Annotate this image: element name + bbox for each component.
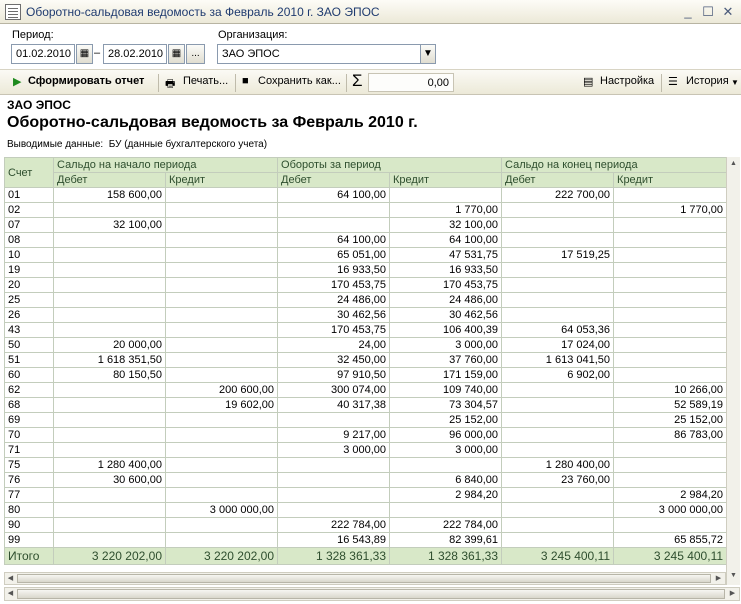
closing-credit-cell[interactable]	[614, 308, 727, 323]
turnover-credit-cell[interactable]	[390, 188, 502, 203]
table-row[interactable]	[5, 353, 727, 368]
report-icon	[5, 4, 21, 20]
table-row[interactable]	[5, 398, 727, 413]
closing-credit-cell[interactable]	[614, 368, 727, 383]
closing-debit-cell[interactable]: 1 280 400,00	[502, 458, 614, 473]
turnover-credit-cell[interactable]: 16 933,50	[390, 263, 502, 278]
table-row[interactable]	[5, 263, 727, 278]
total-closing-credit-cell: 3 245 400,11	[614, 548, 727, 565]
closing-credit-cell[interactable]: 10 266,00	[614, 383, 727, 398]
closing-debit-cell[interactable]: 17 519,25	[502, 248, 614, 263]
turnover-credit-cell[interactable]: 32 100,00	[390, 218, 502, 233]
table-row[interactable]	[5, 308, 727, 323]
table-row[interactable]	[5, 488, 727, 503]
title-bar	[0, 0, 741, 24]
closing-credit-cell[interactable]	[614, 353, 727, 368]
opening-credit-cell[interactable]	[166, 323, 278, 338]
settings-icon: ▤	[583, 76, 594, 88]
closing-credit-cell[interactable]	[614, 338, 727, 353]
table-row[interactable]	[5, 533, 727, 548]
turnover-credit-header: Кредит	[390, 173, 502, 188]
scroll-left-icon[interactable]: ◀	[7, 575, 14, 582]
opening-credit-cell[interactable]	[166, 353, 278, 368]
closing-debit-cell[interactable]: 23 760,00	[502, 473, 614, 488]
history-button[interactable]: История	[686, 75, 729, 87]
toolbar	[0, 69, 741, 95]
opening-credit-cell[interactable]	[166, 218, 278, 233]
closing-debit-cell[interactable]	[502, 293, 614, 308]
closing-debit-cell[interactable]	[502, 398, 614, 413]
play-icon: ▶	[13, 76, 22, 88]
report-header	[0, 95, 741, 157]
scroll-thumb[interactable]	[17, 574, 711, 583]
table-row[interactable]	[5, 518, 727, 533]
table-row[interactable]	[5, 443, 727, 458]
opening-debit-cell[interactable]	[54, 323, 166, 338]
closing-credit-cell[interactable]	[614, 473, 727, 488]
account-cell[interactable]: 50	[5, 338, 54, 353]
turnover-debit-cell[interactable]: 300 074,00	[278, 383, 390, 398]
turnover-debit-cell[interactable]: 40 317,38	[278, 398, 390, 413]
opening-debit-cell[interactable]	[54, 263, 166, 278]
opening-credit-cell[interactable]	[166, 308, 278, 323]
table-horizontal-scrollbar[interactable]	[4, 572, 726, 585]
account-cell[interactable]: 62	[5, 383, 54, 398]
date-to-input[interactable]: 28.02.2010	[103, 44, 167, 64]
opening-debit-cell[interactable]	[54, 383, 166, 398]
account-cell[interactable]: 10	[5, 248, 54, 263]
opening-debit-cell[interactable]	[54, 428, 166, 443]
account-cell[interactable]: 77	[5, 488, 54, 503]
turnover-credit-cell[interactable]: 170 453,75	[390, 278, 502, 293]
closing-debit-cell[interactable]: 1 613 041,50	[502, 353, 614, 368]
closing-credit-cell[interactable]	[614, 233, 727, 248]
table-row[interactable]	[5, 368, 727, 383]
turnover-credit-cell[interactable]: 96 000,00	[390, 428, 502, 443]
closing-debit-cell[interactable]	[502, 413, 614, 428]
closing-credit-cell[interactable]	[614, 443, 727, 458]
closing-credit-cell[interactable]	[614, 188, 727, 203]
turnover-debit-cell[interactable]	[278, 458, 390, 473]
turnover-credit-cell[interactable]: 6 840,00	[390, 473, 502, 488]
account-cell[interactable]: 70	[5, 428, 54, 443]
report-org-name: ЗАО ЭПОС	[7, 98, 71, 112]
group-turnover-header: Обороты за период	[278, 158, 502, 173]
table-row[interactable]	[5, 233, 727, 248]
closing-debit-cell[interactable]	[502, 308, 614, 323]
scroll-down-icon[interactable]: ▼	[730, 572, 737, 579]
total-turnover-credit-cell: 1 328 361,33	[390, 548, 502, 565]
turnover-debit-header: Дебет	[278, 173, 390, 188]
total-row[interactable]	[5, 548, 727, 565]
turnover-credit-cell[interactable]: 1 770,00	[390, 203, 502, 218]
total-opening-debit-cell: 3 220 202,00	[54, 548, 166, 565]
turnover-credit-cell[interactable]: 25 152,00	[390, 413, 502, 428]
opening-debit-cell[interactable]: 20 000,00	[54, 338, 166, 353]
turnover-credit-cell[interactable]: 24 486,00	[390, 293, 502, 308]
output-settings	[7, 139, 267, 150]
toolbar-separator	[346, 74, 347, 92]
group-opening-header: Сальдо на начало периода	[54, 158, 278, 173]
close-icon[interactable]: ✕	[722, 4, 734, 19]
total-label: Итого	[5, 548, 54, 565]
table-row[interactable]	[5, 218, 727, 233]
closing-credit-cell[interactable]	[614, 263, 727, 278]
scroll-thumb[interactable]	[17, 589, 725, 599]
turnover-credit-cell[interactable]	[390, 458, 502, 473]
output-label: Выводимые данные:	[7, 139, 104, 150]
closing-credit-cell[interactable]	[614, 248, 727, 263]
account-cell[interactable]: 80	[5, 503, 54, 518]
account-cell[interactable]: 08	[5, 233, 54, 248]
opening-credit-header: Кредит	[166, 173, 278, 188]
opening-debit-cell[interactable]	[54, 308, 166, 323]
period-label: Период:	[12, 29, 54, 41]
total-turnover-debit-cell: 1 328 361,33	[278, 548, 390, 565]
toolbar-separator	[661, 74, 662, 92]
account-cell[interactable]: 43	[5, 323, 54, 338]
opening-credit-cell[interactable]	[166, 278, 278, 293]
opening-credit-cell[interactable]	[166, 263, 278, 278]
opening-debit-cell[interactable]	[54, 398, 166, 413]
opening-credit-cell[interactable]	[166, 488, 278, 503]
opening-credit-cell[interactable]	[166, 338, 278, 353]
turnover-debit-cell[interactable]	[278, 488, 390, 503]
closing-credit-cell[interactable]: 25 152,00	[614, 413, 727, 428]
org-select[interactable]: ЗАО ЭПОС	[217, 44, 421, 64]
turnover-debit-cell[interactable]: 170 453,75	[278, 323, 390, 338]
turnover-debit-cell[interactable]	[278, 218, 390, 233]
table-row[interactable]	[5, 203, 727, 218]
closing-credit-cell[interactable]	[614, 518, 727, 533]
printer-icon: 🖶	[165, 78, 176, 90]
history-dropdown-icon[interactable]: ▼	[731, 78, 739, 87]
account-cell[interactable]: 68	[5, 398, 54, 413]
table-row[interactable]	[5, 323, 727, 338]
turnover-debit-cell[interactable]	[278, 503, 390, 518]
closing-debit-cell[interactable]	[502, 383, 614, 398]
closing-credit-cell[interactable]: 65 855,72	[614, 533, 727, 548]
table-row[interactable]	[5, 428, 727, 443]
turnover-debit-cell[interactable]	[278, 413, 390, 428]
turnover-debit-cell[interactable]: 64 100,00	[278, 188, 390, 203]
minimize-icon[interactable]: _	[684, 4, 692, 19]
turnover-debit-cell[interactable]: 16 933,50	[278, 263, 390, 278]
scroll-right-icon[interactable]: ▶	[715, 575, 722, 582]
closing-credit-cell[interactable]: 1 770,00	[614, 203, 727, 218]
turnover-credit-cell[interactable]: 222 784,00	[390, 518, 502, 533]
closing-credit-cell[interactable]	[614, 323, 727, 338]
opening-debit-cell[interactable]: 30 600,00	[54, 473, 166, 488]
opening-credit-cell[interactable]	[166, 533, 278, 548]
closing-debit-cell[interactable]	[502, 428, 614, 443]
closing-debit-cell[interactable]	[502, 488, 614, 503]
calendar-to-icon[interactable]: ▦	[168, 44, 185, 64]
closing-debit-cell[interactable]	[502, 518, 614, 533]
opening-debit-cell[interactable]	[54, 203, 166, 218]
account-cell[interactable]: 69	[5, 413, 54, 428]
save-as-button[interactable]: Сохранить как...	[258, 75, 341, 87]
opening-debit-header: Дебет	[54, 173, 166, 188]
account-cell[interactable]: 51	[5, 353, 54, 368]
turnover-debit-cell[interactable]: 30 462,56	[278, 308, 390, 323]
account-cell[interactable]: 76	[5, 473, 54, 488]
scroll-left-icon[interactable]: ◀	[7, 590, 14, 597]
scroll-right-icon[interactable]: ▶	[729, 590, 736, 597]
opening-debit-cell[interactable]: 158 600,00	[54, 188, 166, 203]
account-cell[interactable]: 02	[5, 203, 54, 218]
turnover-credit-cell[interactable]: 171 159,00	[390, 368, 502, 383]
closing-credit-cell[interactable]	[614, 278, 727, 293]
closing-debit-cell[interactable]	[502, 263, 614, 278]
account-cell[interactable]: 75	[5, 458, 54, 473]
turnover-credit-cell[interactable]: 109 740,00	[390, 383, 502, 398]
turnover-credit-cell[interactable]: 47 531,75	[390, 248, 502, 263]
turnover-debit-cell[interactable]	[278, 203, 390, 218]
opening-debit-cell[interactable]	[54, 443, 166, 458]
closing-debit-cell[interactable]	[502, 533, 614, 548]
table-row[interactable]	[5, 338, 727, 353]
range-dash: –	[94, 47, 101, 59]
selection-sum-field: 0,00	[368, 73, 454, 92]
table-row[interactable]	[5, 188, 727, 203]
col-account-header[interactable]: Счет	[5, 158, 54, 188]
history-icon: ☰	[668, 76, 678, 88]
opening-debit-cell[interactable]	[54, 248, 166, 263]
output-value: БУ (данные бухгалтерского учета)	[108, 139, 268, 150]
table-row[interactable]	[5, 503, 727, 518]
closing-debit-cell[interactable]: 17 024,00	[502, 338, 614, 353]
account-cell[interactable]: 20	[5, 278, 54, 293]
opening-credit-cell[interactable]	[166, 293, 278, 308]
account-cell[interactable]: 90	[5, 518, 54, 533]
opening-credit-cell[interactable]	[166, 458, 278, 473]
opening-credit-cell[interactable]	[166, 443, 278, 458]
opening-debit-cell[interactable]: 1 618 351,50	[54, 353, 166, 368]
closing-debit-header: Дебет	[502, 173, 614, 188]
opening-credit-cell[interactable]	[166, 248, 278, 263]
closing-credit-cell[interactable]: 52 589,19	[614, 398, 727, 413]
turnover-credit-cell[interactable]: 3 000,00	[390, 443, 502, 458]
account-cell[interactable]: 99	[5, 533, 54, 548]
maximize-icon[interactable]: ☐	[702, 4, 714, 19]
turnover-credit-cell[interactable]: 37 760,00	[390, 353, 502, 368]
opening-debit-cell[interactable]	[54, 488, 166, 503]
turnover-credit-cell[interactable]: 73 304,57	[390, 398, 502, 413]
table-row[interactable]	[5, 293, 727, 308]
account-cell[interactable]: 01	[5, 188, 54, 203]
group-closing-header: Сальдо на конец периода	[502, 158, 727, 173]
closing-debit-cell[interactable]: 222 700,00	[502, 188, 614, 203]
closing-credit-cell[interactable]: 86 783,00	[614, 428, 727, 443]
turnover-debit-cell[interactable]: 32 450,00	[278, 353, 390, 368]
opening-credit-cell[interactable]	[166, 368, 278, 383]
turnover-debit-cell[interactable]: 9 217,00	[278, 428, 390, 443]
opening-debit-cell[interactable]	[54, 233, 166, 248]
turnover-credit-cell[interactable]: 82 399,61	[390, 533, 502, 548]
turnover-credit-cell[interactable]	[390, 503, 502, 518]
table-row[interactable]	[5, 473, 727, 488]
opening-debit-cell[interactable]	[54, 278, 166, 293]
account-cell[interactable]: 19	[5, 263, 54, 278]
opening-debit-cell[interactable]	[54, 533, 166, 548]
turnover-credit-cell[interactable]: 106 400,39	[390, 323, 502, 338]
period-select-button[interactable]: ...	[186, 44, 205, 64]
closing-debit-cell[interactable]	[502, 443, 614, 458]
chevron-down-icon[interactable]: ▼	[420, 44, 436, 64]
opening-credit-cell[interactable]: 19 602,00	[166, 398, 278, 413]
opening-credit-cell[interactable]	[166, 233, 278, 248]
closing-debit-cell[interactable]	[502, 203, 614, 218]
closing-credit-cell[interactable]: 2 984,20	[614, 488, 727, 503]
opening-debit-cell[interactable]	[54, 293, 166, 308]
closing-credit-cell[interactable]	[614, 218, 727, 233]
scroll-up-icon[interactable]: ▲	[730, 160, 737, 167]
turnover-debit-cell[interactable]: 24 486,00	[278, 293, 390, 308]
closing-debit-cell[interactable]: 64 053,36	[502, 323, 614, 338]
turnover-debit-cell[interactable]: 24,00	[278, 338, 390, 353]
toolbar-separator	[158, 74, 159, 92]
turnover-credit-cell[interactable]: 30 462,56	[390, 308, 502, 323]
account-cell[interactable]: 71	[5, 443, 54, 458]
opening-debit-cell[interactable]: 32 100,00	[54, 218, 166, 233]
table-row[interactable]	[5, 458, 727, 473]
opening-credit-cell[interactable]: 3 000 000,00	[166, 503, 278, 518]
date-from-input[interactable]: 01.02.2010	[11, 44, 75, 64]
account-cell[interactable]: 60	[5, 368, 54, 383]
opening-credit-cell[interactable]: 200 600,00	[166, 383, 278, 398]
turnover-debit-cell[interactable]	[278, 473, 390, 488]
account-cell[interactable]: 26	[5, 308, 54, 323]
turnover-credit-cell[interactable]: 64 100,00	[390, 233, 502, 248]
turnover-debit-cell[interactable]: 222 784,00	[278, 518, 390, 533]
org-label: Организация:	[218, 29, 288, 41]
turnover-credit-cell[interactable]: 2 984,20	[390, 488, 502, 503]
closing-debit-cell[interactable]	[502, 218, 614, 233]
total-opening-credit-cell: 3 220 202,00	[166, 548, 278, 565]
closing-debit-cell[interactable]: 6 902,00	[502, 368, 614, 383]
opening-credit-cell[interactable]	[166, 203, 278, 218]
opening-debit-cell[interactable]: 1 280 400,00	[54, 458, 166, 473]
print-button[interactable]: Печать...	[183, 75, 229, 87]
opening-debit-cell[interactable]	[54, 413, 166, 428]
report-title: Оборотно-сальдовая ведомость за Февраль 2010 г.	[7, 114, 418, 131]
vertical-scrollbar[interactable]	[726, 157, 740, 585]
opening-credit-cell[interactable]	[166, 428, 278, 443]
turnover-debit-cell[interactable]: 16 543,89	[278, 533, 390, 548]
closing-credit-header: Кредит	[614, 173, 727, 188]
generate-report-button[interactable]: Сформировать отчет	[28, 75, 145, 87]
window-horizontal-scrollbar[interactable]	[4, 587, 740, 601]
closing-credit-cell[interactable]: 3 000 000,00	[614, 503, 727, 518]
turnover-debit-cell[interactable]: 97 910,50	[278, 368, 390, 383]
table-row[interactable]	[5, 413, 727, 428]
settings-button[interactable]: Настройка	[600, 75, 655, 87]
opening-credit-cell[interactable]	[166, 518, 278, 533]
report-table	[4, 157, 727, 565]
closing-credit-cell[interactable]	[614, 293, 727, 308]
account-cell[interactable]: 25	[5, 293, 54, 308]
closing-credit-cell[interactable]	[614, 458, 727, 473]
opening-debit-cell[interactable]	[54, 518, 166, 533]
turnover-debit-cell[interactable]: 3 000,00	[278, 443, 390, 458]
table-row[interactable]	[5, 383, 727, 398]
floppy-disk-icon: ■	[242, 75, 249, 87]
window-title: Оборотно-сальдовая ведомость за Февраль 2010 г. ЗАО ЭПОС	[26, 5, 380, 19]
closing-debit-cell[interactable]	[502, 233, 614, 248]
closing-debit-cell[interactable]	[502, 278, 614, 293]
opening-credit-cell[interactable]	[166, 473, 278, 488]
turnover-debit-cell[interactable]: 65 051,00	[278, 248, 390, 263]
opening-debit-cell[interactable]	[54, 503, 166, 518]
sigma-icon: Σ	[352, 71, 363, 90]
table-row[interactable]	[5, 278, 727, 293]
turnover-credit-cell[interactable]: 3 000,00	[390, 338, 502, 353]
total-closing-debit-cell: 3 245 400,11	[502, 548, 614, 565]
turnover-debit-cell[interactable]: 170 453,75	[278, 278, 390, 293]
account-cell[interactable]: 07	[5, 218, 54, 233]
turnover-debit-cell[interactable]: 64 100,00	[278, 233, 390, 248]
opening-credit-cell[interactable]	[166, 413, 278, 428]
table-row[interactable]	[5, 248, 727, 263]
toolbar-separator	[235, 74, 236, 92]
opening-debit-cell[interactable]: 80 150,50	[54, 368, 166, 383]
closing-debit-cell[interactable]	[502, 503, 614, 518]
opening-credit-cell[interactable]	[166, 188, 278, 203]
calendar-from-icon[interactable]: ▦	[76, 44, 93, 64]
